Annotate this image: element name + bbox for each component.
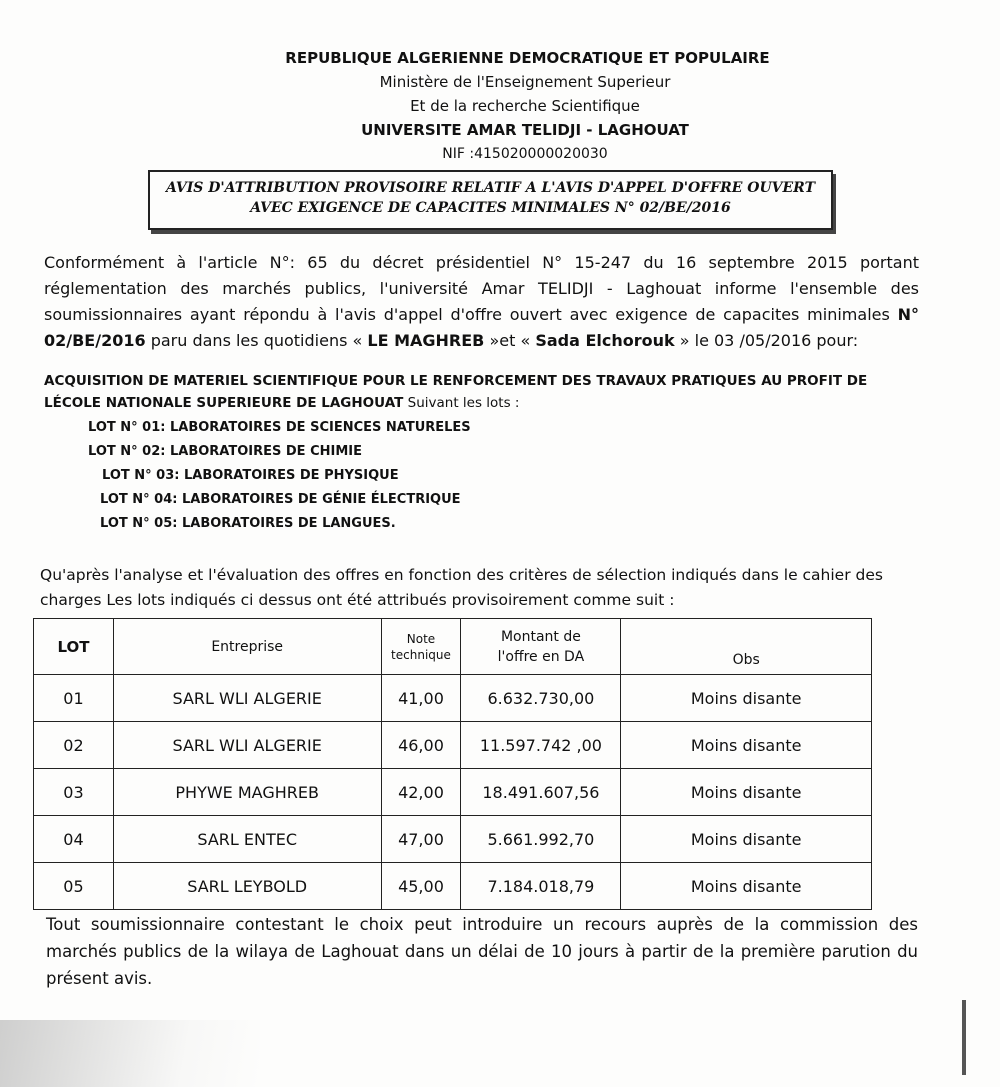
list-item: LOT N° 03: LABORATOIRES DE PHYSIQUE <box>102 468 399 483</box>
header-montant-line1: Montant de <box>500 628 581 645</box>
newspaper-1: LE MAGHREB <box>367 331 485 350</box>
table-row <box>34 816 872 863</box>
acquisition-text: ACQUISITION DE MATERIEL SCIENTIFIQUE POUR LE RENFORCEMENT DES TRAVAUX PRATIQUES AU PROFIT DE LÉCOLE NATIONALE SUPERIEURE DE LAGHOUAT <box>44 373 868 411</box>
cell-entreprise: PHYWE MAGHREB <box>113 769 381 816</box>
cell-obs: Moins disante <box>621 816 872 863</box>
header-note-line2: technique <box>391 647 451 662</box>
intro-text-3: »et « <box>484 331 536 350</box>
cell-montant: 11.597.742 ,00 <box>461 722 621 769</box>
attribution-table <box>33 618 872 910</box>
header-montant-line2: l'offre en DA <box>497 648 585 665</box>
cell-obs: Moins disante <box>621 863 872 910</box>
notice-title-box <box>148 170 833 230</box>
scan-edge-mark <box>962 1000 966 1075</box>
cell-entreprise: SARL WLI ALGERIE <box>113 722 381 769</box>
table-row <box>34 769 872 816</box>
cell-lot: 03 <box>34 769 114 816</box>
notice-title-line1: AVIS D'ATTRIBUTION PROVISOIRE RELATIF A L'AVIS D'APPEL D'OFFRE OUVERT <box>165 180 815 196</box>
cell-note: 45,00 <box>381 863 461 910</box>
cell-obs: Moins disante <box>621 722 872 769</box>
nif-number: NIF :415020000020030 <box>442 146 608 162</box>
intro-text-2: paru dans les quotidiens « <box>145 331 368 350</box>
document-header <box>0 46 1000 166</box>
acquisition-suffix: Suivant les lots : <box>403 395 520 411</box>
cell-lot: 02 <box>34 722 114 769</box>
table-row <box>34 675 872 722</box>
cell-entreprise: SARL LEYBOLD <box>113 863 381 910</box>
acquisition-paragraph <box>44 370 924 414</box>
research-line: Et de la recherche Scientifique <box>410 97 640 115</box>
header-lot: LOT <box>34 619 114 675</box>
cell-obs: Moins disante <box>621 769 872 816</box>
table-row <box>34 722 872 769</box>
list-item: LOT N° 04: LABORATOIRES DE GÉNIE ÉLECTRIQUE <box>100 492 461 507</box>
header-note-line1: Note <box>406 631 436 646</box>
cell-entreprise: SARL ENTEC <box>113 816 381 863</box>
cell-lot: 01 <box>34 675 114 722</box>
header-note <box>381 619 461 675</box>
cell-lot: 05 <box>34 863 114 910</box>
lots-list <box>88 416 471 536</box>
intro-paragraph <box>44 250 919 354</box>
intro-text-4: » le 03 /05/2016 pour: <box>674 331 859 350</box>
notice-title-line2: AVEC EXIGENCE DE CAPACITES MINIMALES N° 02/BE/2016 <box>250 200 731 216</box>
header-obs: Obs <box>621 619 872 675</box>
ministry-line: Ministère de l'Enseignement Superieur <box>379 73 671 91</box>
cell-obs: Moins disante <box>621 675 872 722</box>
cell-note: 47,00 <box>381 816 461 863</box>
list-item: LOT N° 01: LABORATOIRES DE SCIENCES NATURELES <box>88 420 471 435</box>
cell-montant: 5.661.992,70 <box>461 816 621 863</box>
list-item: LOT N° 05: LABORATOIRES DE LANGUES. <box>100 516 396 531</box>
cell-lot: 04 <box>34 816 114 863</box>
cell-note: 42,00 <box>381 769 461 816</box>
scan-smudge <box>0 1020 260 1087</box>
intro-text-1: Conformément à l'article N°: 65 du décret présidentiel N° 15-247 du 16 septembre 2015 portant réglementation des marchés publics, l'université Amar TELIDJI - Laghouat informe l'ensemble des soumissionnaires ayant répondu à l'avis d'appel d'offre ouvert avec exigence de capacites minimales <box>44 253 919 324</box>
cell-montant: 7.184.018,79 <box>461 863 621 910</box>
cell-montant: 18.491.607,56 <box>461 769 621 816</box>
university-name: UNIVERSITE AMAR TELIDJI - LAGHOUAT <box>361 121 689 139</box>
newspaper-2: Sada Elchorouk <box>535 331 675 350</box>
cell-entreprise: SARL WLI ALGERIE <box>113 675 381 722</box>
cell-note: 46,00 <box>381 722 461 769</box>
intro-reference: N° 02/BE/2016 <box>44 305 919 350</box>
cell-montant: 6.632.730,00 <box>461 675 621 722</box>
header-montant <box>461 619 621 675</box>
header-entreprise: Entreprise <box>113 619 381 675</box>
table-header-row <box>34 619 872 675</box>
analysis-paragraph: Qu'après l'analyse et l'évaluation des offres en fonction des critères de sélection indiqués dans le cahier des charges Les lots indiqués ci dessus ont été attribués provisoirement comme suit : <box>40 566 883 609</box>
table-row <box>34 863 872 910</box>
list-item: LOT N° 02: LABORATOIRES DE CHIMIE <box>88 444 362 459</box>
republic-title: REPUBLIQUE ALGERIENNE DEMOCRATIQUE ET POPULAIRE <box>285 49 770 67</box>
cell-note: 41,00 <box>381 675 461 722</box>
recourse-paragraph: Tout soumissionnaire contestant le choix peut introduire un recours auprès de la commission des marchés publics de la wilaya de Laghouat dans un délai de 10 jours à partir de la première parution du présent avis. <box>46 915 918 988</box>
